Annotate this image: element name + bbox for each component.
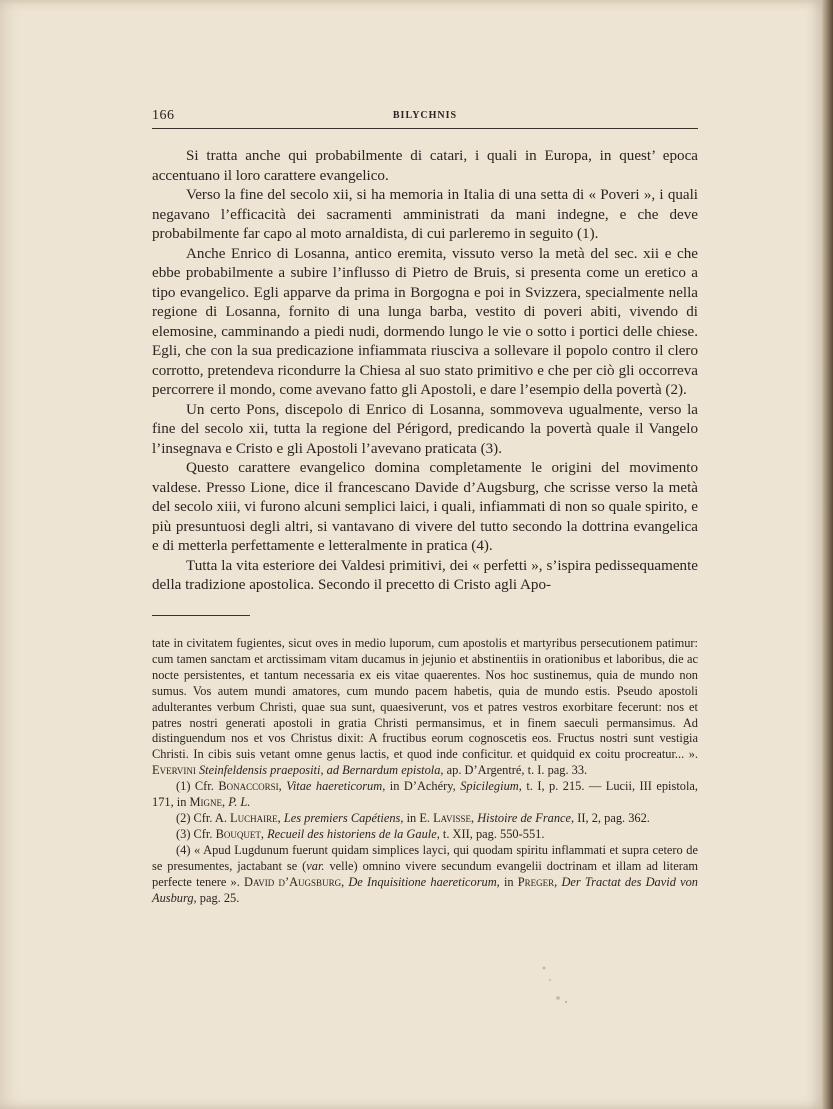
paragraph: Tutta la vita esteriore dei Valdesi primitivi, dei « perfetti », s’ispira pedissequamente della tradizione apostolica. Secondo il precetto di Cristo agli Apo- xyxy=(152,557,698,593)
paragraph: Verso la fine del secolo xii, si ha memoria in Italia di una setta di « Poveri », i quali negavano l’efficacità dei sacramenti amministrati da mani indegne, e che deve probabilmente far capo al moto arnaldista, di cui parleremo in seguito (1). xyxy=(152,187,698,242)
page-header xyxy=(152,108,698,129)
footnote-2: (2) Cfr. A. Luchaire, Les premiers Capétiens, in E. Lavisse, Histoire de France, II, 2, pag. 362. xyxy=(176,810,650,825)
paragraph: Un certo Pons, discepolo di Enrico di Losanna, sommoveva ugualmente, verso la fine del secolo xii, tutta la regione del Périgord, predicando la povertà quale il Vangelo l’insegnava e Cristo e gli Apostoli l’avevano praticata (3). xyxy=(152,401,698,457)
running-title: BILYCHNIS xyxy=(392,110,458,121)
footnote-4: (4) « Apud Lugdunum fuerunt quidam simplices layci, qui quodam spiritu inflammati et supra cetero de se presumentes, jactabant se (var. velle) omnino vivere secundum evangelii doctrinam et illam ad literam perfecte tenere ». David d’Augsburg, De Inquisitione haereticorum, in Preger, Der Tractat des David von Ausburg, pag. 25. xyxy=(152,842,698,905)
paragraph: Questo carattere evangelico domina completamente le origini del movimento valdese. Presso Lione, dice il francescano Davide d’Augsburg, che scrisse verso la metà del secolo xiii, vi furono alcuni semplici laici, i quali, infiammati di non so quale spirito, e più presuntuosi degli altri, si vantavano di vivere del tutto secondo la dottrina evangelica e di metterla perfettamente e letteralmente in pratica (4). xyxy=(152,460,698,554)
footnote-rule xyxy=(152,615,250,616)
footnotes xyxy=(152,636,698,906)
page-edge xyxy=(822,0,833,1109)
footnote-continuation: tate in civitatem fugientes, sicut oves in medio luporum, cum apostolis et martyribus persecutionem patimur: cum tamen sanctam et arctissimam vitam ducamus in jejunio et abstinentiis in orationibus et laboribus, die ac nocte persistentes, et tantum necessaria ex eis vitae quaerentes. Nos hoc sustinemus, quia de mundo non sumus. Vos autem mundi amatores, cum mundo pacem habetis, quia de mundo estis. Pseudo apostoli adulterantes verbum Christi, quae sua sunt, quaesiverunt, vos et patres vestros exorbitare fecerunt: nos et patres nostri generati apostoli in gratia Christi permansimus, et in finem saeculi permansimus. Ad distinguendum nos et vos Christus dixit: A fructibus eorum cognoscetis eos. Fructus nostri sunt vestigia Christi. In cibis suis vetant omne genus lactis, et quod inde conficitur. et quidquid ex coitu procreatur... ». Evervini Steinfeldensis praepositi, ad Bernardum epistola, ap. D’Argentré, t. I. pag. 33. xyxy=(152,636,698,778)
footnote-1: (1) Cfr. Bonaccorsi, Vitae haereticorum, in D’Achéry, Spicilegium, t. I, p. 215. — Lucii, III epistola, 171, in Migne, P. L. xyxy=(152,779,698,810)
footnote-3: (3) Cfr. Bouquet, Recueil des historiens de la Gaule, t. XII, pag. 550-551. xyxy=(176,826,545,841)
paragraph: Anche Enrico di Losanna, antico eremita, vissuto verso la metà del sec. xii e che ebbe probabilmente a subire l’influsso di Pietro de Bruis, si presenta come un eretico a tipo evangelico. Egli apparve da prima in Borgogna e poi in Svizzera, specialmente nella regione di Losanna, fornito di una lunga barba, vestito di poveri abiti, vivendo di elemosine, camminando a piedi nudi, dormendo lungo le vie o sotto i portici delle chiese. Egli, che con la sua predicazione infiammata riusciva a sollevare il popolo contro il clero corrotto, pretendeva ricondurre la Chiesa al suo stato primitivo e che per ciò gli occorreva percorrere il mondo, come avevano fatto gli Apostoli, e dare l’esempio della povertà (2). xyxy=(152,245,698,398)
paragraph: Si tratta anche qui probabilmente di catari, i quali in Europa, in quest’ epoca accentuano il loro carattere evangelico. xyxy=(152,148,698,184)
page-number: 166 xyxy=(152,108,175,123)
main-text xyxy=(152,147,698,596)
paper-stain xyxy=(536,960,576,1010)
